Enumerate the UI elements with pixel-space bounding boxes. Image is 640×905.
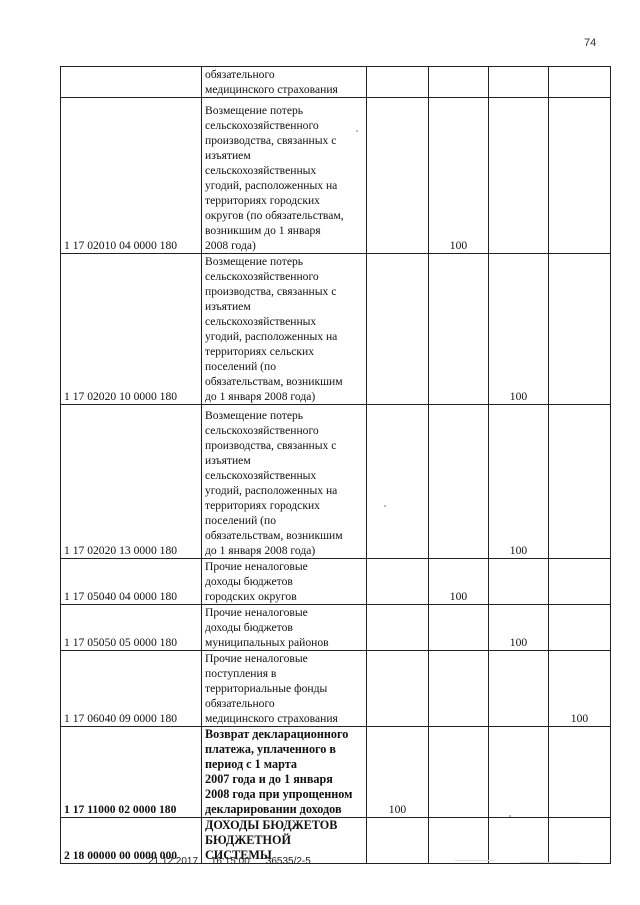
scan-speck (356, 130, 358, 132)
norm-value-cell (549, 67, 611, 98)
scan-speck (384, 505, 386, 507)
norm-value-cell (489, 727, 549, 818)
norm-value-cell (429, 254, 489, 405)
table-row (61, 98, 611, 254)
norm-value-cell (429, 651, 489, 727)
table-row (61, 651, 611, 727)
table-row (61, 605, 611, 651)
budget-code-cell: 1 17 11000 02 0000 180 (61, 727, 202, 818)
norm-value-cell (367, 405, 429, 559)
budget-code-cell: 2 18 00000 00 0000 000 (61, 818, 202, 864)
document-footer (148, 856, 311, 867)
revenue-name-cell: Прочие неналоговые доходы бюджетов городских округов (202, 559, 367, 605)
revenue-name-cell: Возмещение потерь сельскохозяйственного производства, связанных с изъятием сельскохозяйственных угодий, расположенных на территориях городских поселений (по обязательствам, возникшим до 1 января 2008 года) (202, 405, 367, 559)
norm-value-cell (429, 67, 489, 98)
norm-value-cell (367, 559, 429, 605)
norm-value-cell (367, 254, 429, 405)
norm-value-cell (549, 559, 611, 605)
budget-code-cell: 1 17 06040 09 0000 180 (61, 651, 202, 727)
revenue-name-cell: Возмещение потерь сельскохозяйственного производства, связанных с изъятием сельскохозяйственных угодий, расположенных на территориях сельских поселений (по обязательствам, возникшим до 1 января 2008 года) (202, 254, 367, 405)
norm-value-cell (367, 605, 429, 651)
norm-value-cell (549, 98, 611, 254)
norm-value-cell (429, 818, 489, 864)
revenue-name-cell: Прочие неналоговые поступления в территориальные фонды обязательного медицинского страхования (202, 651, 367, 727)
revenue-name-cell: Возврат декларационного платежа, уплаченного в период с 1 марта 2007 года и до 1 января 2008 года при упрощенном декларировании доходов (202, 727, 367, 818)
norm-value-cell (549, 727, 611, 818)
norm-value-cell (429, 727, 489, 818)
budget-code-cell: 1 17 02010 04 0000 180 (61, 98, 202, 254)
table-row (61, 254, 611, 405)
norm-value-cell (429, 605, 489, 651)
norm-value-cell (367, 651, 429, 727)
norm-value-cell (549, 254, 611, 405)
revenue-name-cell: Прочие неналоговые доходы бюджетов муниципальных районов (202, 605, 367, 651)
norm-value-cell: 100 (549, 651, 611, 727)
norm-value-cell (549, 818, 611, 864)
norm-value-cell: 100 (367, 727, 429, 818)
table-row (61, 559, 611, 605)
revenue-name-cell: ДОХОДЫ БЮДЖЕТОВ БЮДЖЕТНОЙ СИСТЕМЫ (202, 818, 367, 864)
budget-code-cell: 1 17 02020 10 0000 180 (61, 254, 202, 405)
norm-value-cell: 100 (429, 98, 489, 254)
norm-value-cell (489, 67, 549, 98)
scan-speck (509, 815, 511, 817)
norm-value-cell (367, 98, 429, 254)
budget-classification-table (60, 66, 611, 864)
table-row (61, 67, 611, 98)
norm-value-cell (367, 818, 429, 864)
norm-value-cell (489, 818, 549, 864)
page-number: 74 (584, 37, 597, 49)
revenue-name-cell: обязательного медицинского страхования (202, 67, 367, 98)
norm-value-cell: 100 (489, 605, 549, 651)
norm-value-cell (549, 405, 611, 559)
norm-value-cell (549, 605, 611, 651)
table-row (61, 727, 611, 818)
budget-code-cell (61, 67, 202, 98)
budget-code-cell: 1 17 05040 04 0000 180 (61, 559, 202, 605)
footer-document-id: 36535/2-5 (265, 856, 311, 867)
norm-value-cell (429, 405, 489, 559)
norm-value-cell (367, 67, 429, 98)
scan-speck (455, 860, 495, 861)
budget-code-cell: 1 17 02020 13 0000 180 (61, 405, 202, 559)
footer-timestamp: 21.12.2017 16:15:00 (148, 856, 250, 867)
norm-value-cell (489, 651, 549, 727)
norm-value-cell: 100 (429, 559, 489, 605)
norm-value-cell: 100 (489, 405, 549, 559)
budget-code-cell: 1 17 05050 05 0000 180 (61, 605, 202, 651)
table-row (61, 818, 611, 864)
norm-value-cell (489, 559, 549, 605)
norm-value-cell (489, 98, 549, 254)
scan-speck (520, 862, 580, 863)
table-row (61, 405, 611, 559)
revenue-name-cell: Возмещение потерь сельскохозяйственного производства, связанных с изъятием сельскохозяйственных угодий, расположенных на территориях городских округов (по обязательствам, возникшим до 1 января 2008 года) (202, 98, 367, 254)
norm-value-cell: 100 (489, 254, 549, 405)
